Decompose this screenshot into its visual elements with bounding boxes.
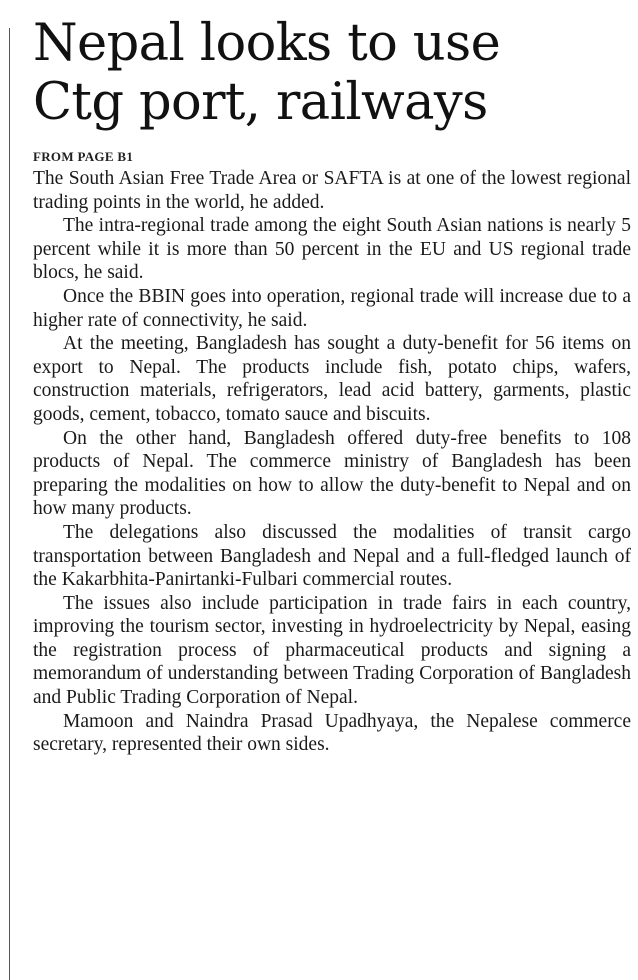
headline-line-2: Ctg port, railways xyxy=(33,73,488,132)
paragraph: Once the BBIN goes into operation, regional trade will increase due to a higher rate of connectivity, he said. xyxy=(33,285,631,331)
article-body xyxy=(33,167,631,757)
paragraph: The issues also include participation in trade fairs in each country, improving the tourism sector, investing in hydroelectricity by Nepal, easing the registration process of pharmaceutical products and signing a memorandum of understanding between Trading Corporation of Bangladesh and Public Trading Corporation of Nepal. xyxy=(33,592,631,709)
paragraph: On the other hand, Bangladesh offered duty-free benefits to 108 products of Nepal. The commerce ministry of Bangladesh has been preparing the modalities on how to allow the duty-benefit to Nepal and on how many products. xyxy=(33,427,631,520)
headline-line-1: Nepal looks to use xyxy=(33,14,501,73)
column-rule xyxy=(9,28,10,980)
paragraph: At the meeting, Bangladesh has sought a duty-benefit for 56 items on export to Nepal. The products include fish, potato chips, wafers, construction materials, refrigerators, lead acid battery, garments, plastic goods, cement, tobacco, tomato sauce and biscuits. xyxy=(33,333,631,425)
headline xyxy=(33,14,631,132)
jump-line: FROM PAGE B1 xyxy=(33,149,134,164)
paragraph: Mamoon and Naindra Prasad Upadhyaya, the Nepalese commerce secretary, represented their own sides. xyxy=(33,710,631,756)
news-article xyxy=(33,14,631,757)
paragraph: The intra-regional trade among the eight South Asian nations is nearly 5 percent while it is more than 50 percent in the EU and US regional trade blocs, he said. xyxy=(33,215,631,284)
paragraph: The South Asian Free Trade Area or SAFTA is at one of the lowest regional trading points in the world, he added. xyxy=(33,168,631,213)
paragraph: The delegations also discussed the modalities of transit cargo transportation between Bangladesh and Nepal and a full-fledged launch of the Kakarbhita-Panirtanki-Fulbari commercial routes. xyxy=(33,521,631,591)
